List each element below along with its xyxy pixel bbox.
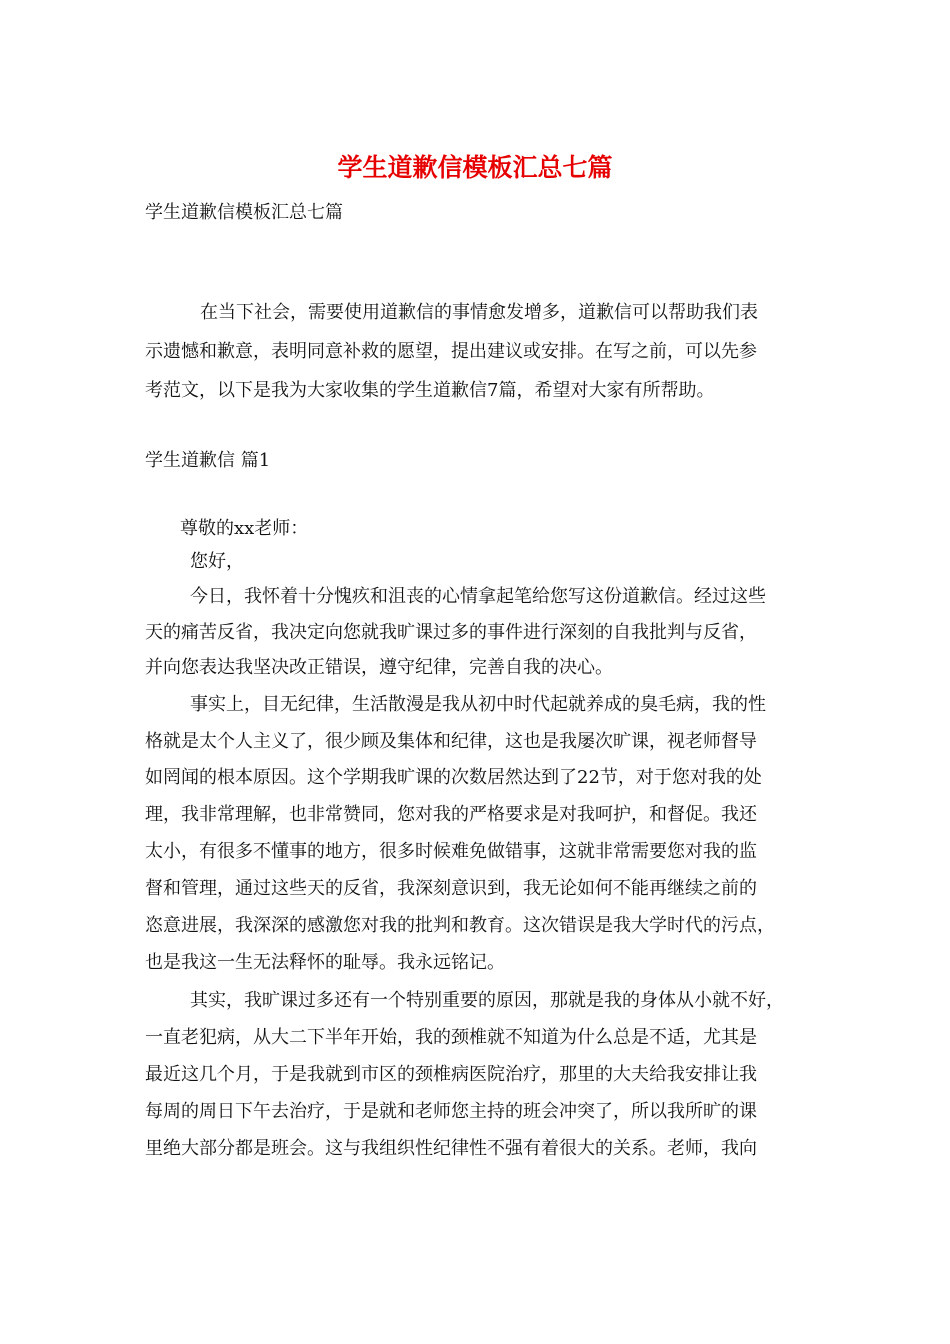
body-line: 每周的周日下午去治疗，于是就和老师您主持的班会冲突了，所以我所旷的课 (145, 1101, 757, 1122)
body-line: 太小，有很多不懂事的地方，很多时候难免做错事，这就非常需要您对我的监 (145, 841, 757, 862)
body-line: 恣意进展，我深深的感激您对我的批判和教育。这次错误是我大学时代的污点， (145, 915, 775, 936)
body-line: 最近这几个月，于是我就到市区的颈椎病医院治疗，那里的大夫给我安排让我 (145, 1064, 757, 1085)
body-line: 天的痛苦反省，我决定向您就我旷课过多的事件进行深刻的自我批判与反省， (145, 622, 757, 643)
body-line: 一直老犯病，从大二下半年开始，我的颈椎就不知道为什么总是不适，尤其是 (145, 1027, 757, 1048)
body-line: 其实，我旷课过多还有一个特别重要的原因，那就是我的身体从小就不好， (190, 990, 784, 1011)
body-line: 事实上，目无纪律，生活散漫是我从初中时代起就养成的臭毛病，我的性 (190, 694, 766, 715)
section-heading: 学生道歉信 篇1 (145, 450, 271, 471)
greeting: 您好， (190, 551, 244, 572)
document-title: 学生道歉信模板汇总七篇 (337, 153, 613, 182)
body-line: 并向您表达我坚决改正错误，遵守纪律，完善自我的决心。 (145, 657, 613, 678)
body-line: 格就是太个人主义了，很少顾及集体和纪律，这也是我屡次旷课，视老师督导 (145, 731, 757, 752)
document-subtitle: 学生道歉信模板汇总七篇 (145, 202, 343, 223)
body-line: 今日，我怀着十分愧疚和沮丧的心情拿起笔给您写这份道歉信。经过这些 (190, 586, 766, 607)
body-line: 如罔闻的根本原因。这个学期我旷课的次数居然达到了22节，对于您对我的处 (145, 767, 762, 788)
body-line: 里绝大部分都是班会。这与我组织性纪律性不强有着很大的关系。老师，我向 (145, 1138, 757, 1159)
intro-line: 在当下社会，需要使用道歉信的事情愈发增多，道歉信可以帮助我们表 (200, 302, 758, 323)
body-line: 也是我这一生无法释怀的耻辱。我永远铭记。 (145, 952, 505, 973)
salutation: 尊敬的xx老师： (180, 518, 309, 539)
intro-line: 示遗憾和歉意，表明同意补救的愿望，提出建议或安排。在写之前，可以先参 (145, 341, 757, 362)
body-line: 督和管理，通过这些天的反省，我深刻意识到，我无论如何不能再继续之前的 (145, 878, 757, 899)
body-line: 理，我非常理解，也非常赞同，您对我的严格要求是对我呵护，和督促。我还 (145, 804, 757, 825)
intro-line: 考范文，以下是我为大家收集的学生道歉信7篇，希望对大家有所帮助。 (145, 380, 715, 401)
